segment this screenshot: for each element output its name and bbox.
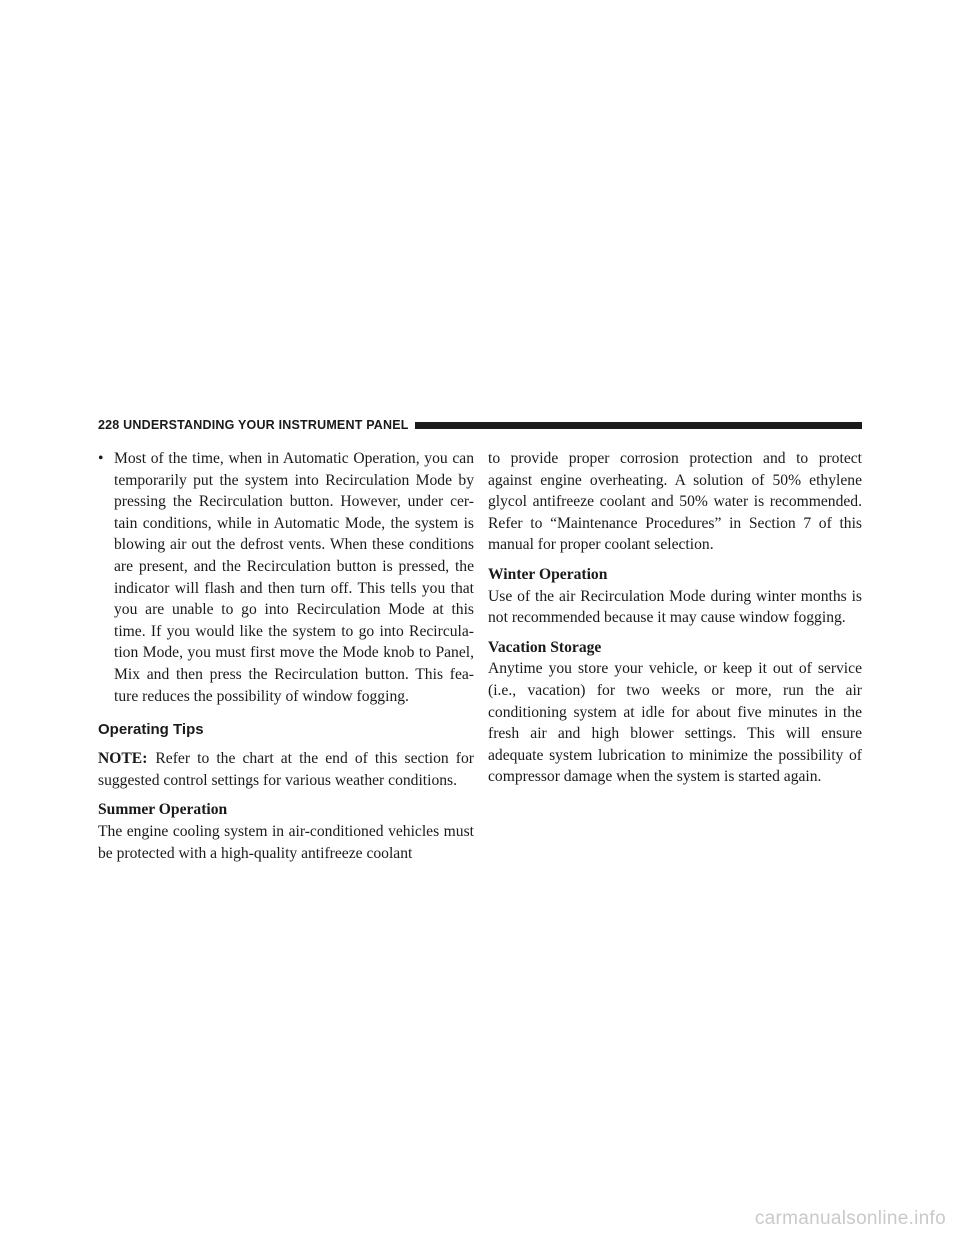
summer-operation-heading: Summer Operation xyxy=(98,801,228,819)
page-number: 228 xyxy=(98,418,120,432)
watermark: carmanualsonline.info xyxy=(754,1208,946,1229)
vacation-storage-text: Anytime you store your vehicle, or keep it out of service (i.e., vacation) for two weeks or more, run the air conditioning system at idle for about five minutes in the fresh air and high blower settings. This will ensure adequate system lubrication to minimize the possibility of compressor damage when the system is started again. xyxy=(488,660,862,786)
note-paragraph xyxy=(98,748,474,791)
summer-operation-text-part1: The engine cooling system in air-conditioned vehicles must be protected with a high-quality antifreeze coolant xyxy=(98,822,474,862)
winter-operation-heading: Winter Operation xyxy=(488,565,608,583)
summer-operation-text-part2: to provide proper corrosion protection and to protect against engine overheating. A solution of 50% ethylene glycol antifreeze coolant and 50% water is recommended. Refer to “Maintenance Procedures” in Section 7 of this manual for proper coolant selection. xyxy=(488,450,862,554)
header-rule xyxy=(415,422,862,429)
note-text: Refer to the chart at the end of this section for suggested control settings for various weather conditions. xyxy=(98,750,474,789)
bullet-text: Most of the time, when in Automatic Operation, you can temporarily put the system into Recirculation Mode by pressing the Recirculation button. However, under cer-tain conditions, while in Automatic Mode, the system is blowing air out the defrost vents. When these conditions are present, and the Recirculation button is pressed, the indicator will flash and then turn off. This tells you that you are unable to go into Recirculation Mode at this time. If you would like the system to go into Recircula-tion Mode, you must first move the Mode knob to Panel, Mix and then press the Recirculation button. This fea-ture reduces the possibility of window fogging. xyxy=(114,450,474,705)
vacation-storage-heading: Vacation Storage xyxy=(488,638,602,656)
left-column xyxy=(98,448,474,864)
section-title: UNDERSTANDING YOUR INSTRUMENT PANEL xyxy=(123,418,409,432)
winter-operation-text: Use of the air Recirculation Mode during winter months is not recommended because it may cause window fogging. xyxy=(488,587,862,627)
page-header-text xyxy=(98,418,409,432)
operating-tips-heading: Operating Tips xyxy=(98,721,204,739)
page-header xyxy=(98,417,862,433)
bullet-mark: • xyxy=(98,450,104,467)
note-label: NOTE: xyxy=(98,750,148,768)
recirculation-bullet xyxy=(98,448,474,707)
right-column xyxy=(488,448,862,788)
